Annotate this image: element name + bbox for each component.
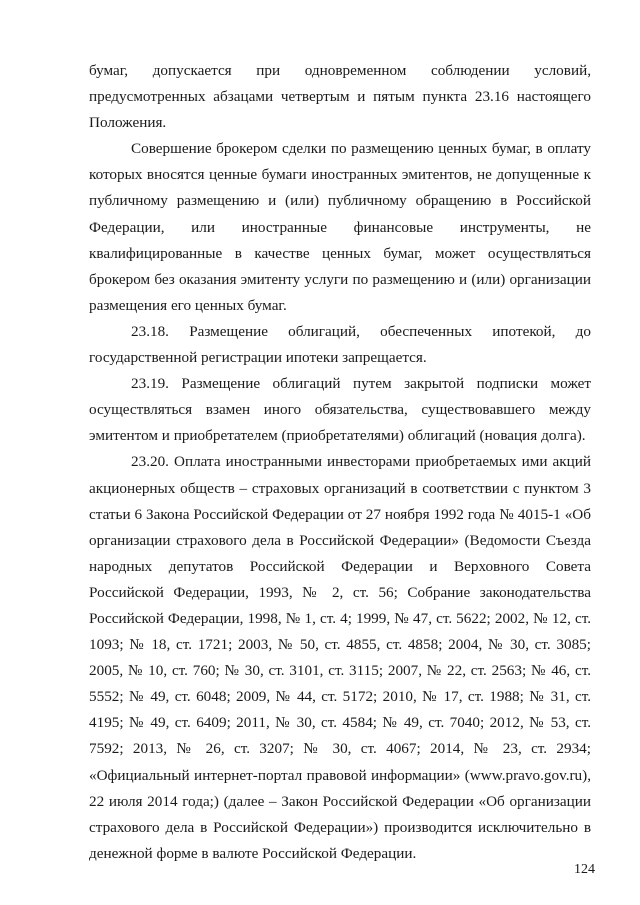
page-number: 124 [574, 862, 595, 877]
paragraph-23-20: 23.20. Оплата иностранными инвесторами приобретаемых ими акций акционерных обществ – страховых организаций в соответствии с пунктом 3 статьи 6 Закона Российской Федерации от 27 ноября 1992 года № 4015-1 «Об организации страхового дела в Российской Федерации» (Ведомости Съезда народных депутатов Российской Федерации и Верховного Совета Российской Федерации, 1993, № 2, ст. 56; Собрание законодательства Российской Федерации, 1998, № 1, ст. 4; 1999, № 47, ст. 5622; 2002, № 12, ст. 1093; № 18, ст. 1721; 2003, № 50, ст. 4855, ст. 4858; 2004, № 30, ст. 3085; 2005, № 10, ст. 760; № 30, ст. 3101, ст. 3115; 2007, № 22, ст. 2563; № 46, ст. 5552; № 49, ст. 6048; 2009, № 44, ст. 5172; 2010, № 17, ст. 1988; № 31, ст. 4195; № 49, ст. 6409; 2011, № 30, ст. 4584; № 49, ст. 7040; 2012, № 53, ст. 7592; 2013, № 26, ст. 3207; № 30, ст. 4067; 2014, № 23, ст. 2934; «Официальный интернет-портал правовой информации» (www.pravo.gov.ru), 22 июля 2014 года;) (далее – Закон Российской Федерации «Об организации страхового дела в Российской Федерации») производится исключительно в денежной форме в валюте Российской Федерации. [89, 453, 591, 862]
document-page [89, 58, 591, 867]
paragraph-broker-placement: Совершение брокером сделки по размещению ценных бумаг, в оплату которых вносятся ценные бумаги иностранных эмитентов, не допущенные к публичному размещению и (или) публичному обращению в Российской Федерации, или иностранные финансовые инструменты, не квалифицированные в качестве ценных бумаг, может осуществляться брокером без оказания эмитенту услуги по размещению и (или) организации размещения его ценных бумаг. [89, 140, 591, 314]
paragraph-23-18: 23.18. Размещение облигаций, обеспеченных ипотекой, до государственной регистрации ипотеки запрещается. [89, 322, 591, 367]
paragraph-23-19: 23.19. Размещение облигаций путем закрытой подписки может осуществляться взамен иного обязательства, существовавшего между эмитентом и приобретателем (приобретателями) облигаций (новация долга). [89, 375, 591, 445]
paragraph-continuation: бумаг, допускается при одновременном соблюдении условий, предусмотренных абзацами четвертым и пятым пункта 23.16 настоящего Положения. [89, 62, 591, 132]
